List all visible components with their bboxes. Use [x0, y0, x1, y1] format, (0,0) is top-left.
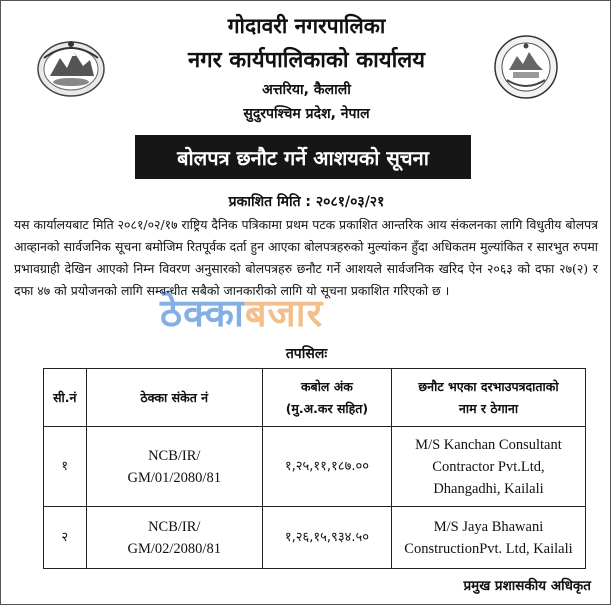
header-amount: [262, 369, 391, 427]
row-bidder-line2: Contractor Pvt.Ltd,: [432, 458, 545, 475]
watermark-logo: [160, 286, 323, 338]
watermark-part1: ठेक्का: [160, 291, 245, 335]
row-amount: १,२५,११,१८७.००: [262, 427, 391, 507]
table-row: [44, 507, 586, 569]
row-code: [86, 427, 262, 507]
row-bidder-line1: M/S Jaya Bhawani: [433, 518, 544, 535]
row-bidder: [391, 427, 585, 507]
row-bidder-line1: M/S Kanchan Consultant: [415, 436, 562, 453]
row-sn: २: [44, 507, 87, 569]
province-name: सुदुरपश्चिम प्रदेश, नेपाल: [243, 106, 370, 122]
header-code: ठेक्का संकेत नं: [86, 369, 262, 427]
details-label: तपसिलः: [285, 346, 328, 362]
row-code-line1: NCB/IR/: [148, 447, 201, 464]
signatory-title: प्रमुख प्रशासकीय अधिकृत: [463, 578, 591, 594]
row-code-line1: NCB/IR/: [148, 518, 201, 535]
office-name: नगर कार्यपालिकाको कार्यालय: [188, 48, 425, 73]
watermark-part2: बजार: [244, 291, 324, 335]
notice-body: यस कार्यालयबाट मिति २०८१/०२/१७ राष्ट्रिय दैनिक पत्रिकामा प्रथम पटक प्रकाशित आन्तरिक आय संकलनका लागि विधुतीय बोलपत्र आव्हानको सार्वजनिक सूचना बमोजिम रितपूर्वक दर्ता हुन आएका बोलपत्रहरुको मुल्यांकन हुँदा अधिकतम मुल्यांकित र सारभुत रुपमा प्रभावग्राही देखिन आएको निम्न विवरण अनुसारको बोलपत्रहरु छनौट गर्ने आशयले सार्वजनिक खरिद ऐन २०६३ को दफा २७(२) र दफा ४७ को प्रयोजनको लागि सम्बन्धीत सबैको जानकारीको लागि यो सूचना प्रकाशित गरिएको छ ।: [14, 217, 598, 298]
header-bidder-line1: छनौट भएका दरभाउपत्रदाताको: [418, 378, 559, 394]
office-location: अत्तरिया, कैलाली: [262, 82, 351, 98]
published-date: प्रकाशित मिति : २०८१/०३/२१: [228, 194, 385, 210]
row-code: [86, 507, 262, 569]
header-bidder-line2: नाम र ठेगाना: [458, 400, 519, 416]
row-code-line2: GM/01/2080/81: [127, 469, 221, 486]
header-bidder: [391, 369, 585, 427]
selected-bids-table: [43, 368, 586, 569]
header-amount-line2: (मु.अ.कर सहित): [285, 400, 369, 416]
row-code-line2: GM/02/2080/81: [127, 540, 221, 557]
notice-title: बोलपत्र छनौट गर्ने आशयको सूचना: [135, 135, 471, 179]
row-bidder-line3: Dhangadhi, Kailali: [433, 480, 544, 497]
header-amount-line1: कबोल अंक: [300, 378, 353, 394]
row-bidder-line2: ConstructionPvt. Ltd, Kailali: [404, 540, 573, 557]
municipality-name: गोदावरी नगरपालिका: [227, 14, 386, 38]
row-sn: १: [44, 427, 87, 507]
table-header-row: [44, 369, 586, 427]
row-bidder: [391, 507, 585, 569]
table-row: [44, 427, 586, 507]
row-amount: १,२६,१५,९३४.५०: [262, 507, 391, 569]
header-sn: सी.नं: [44, 369, 87, 427]
